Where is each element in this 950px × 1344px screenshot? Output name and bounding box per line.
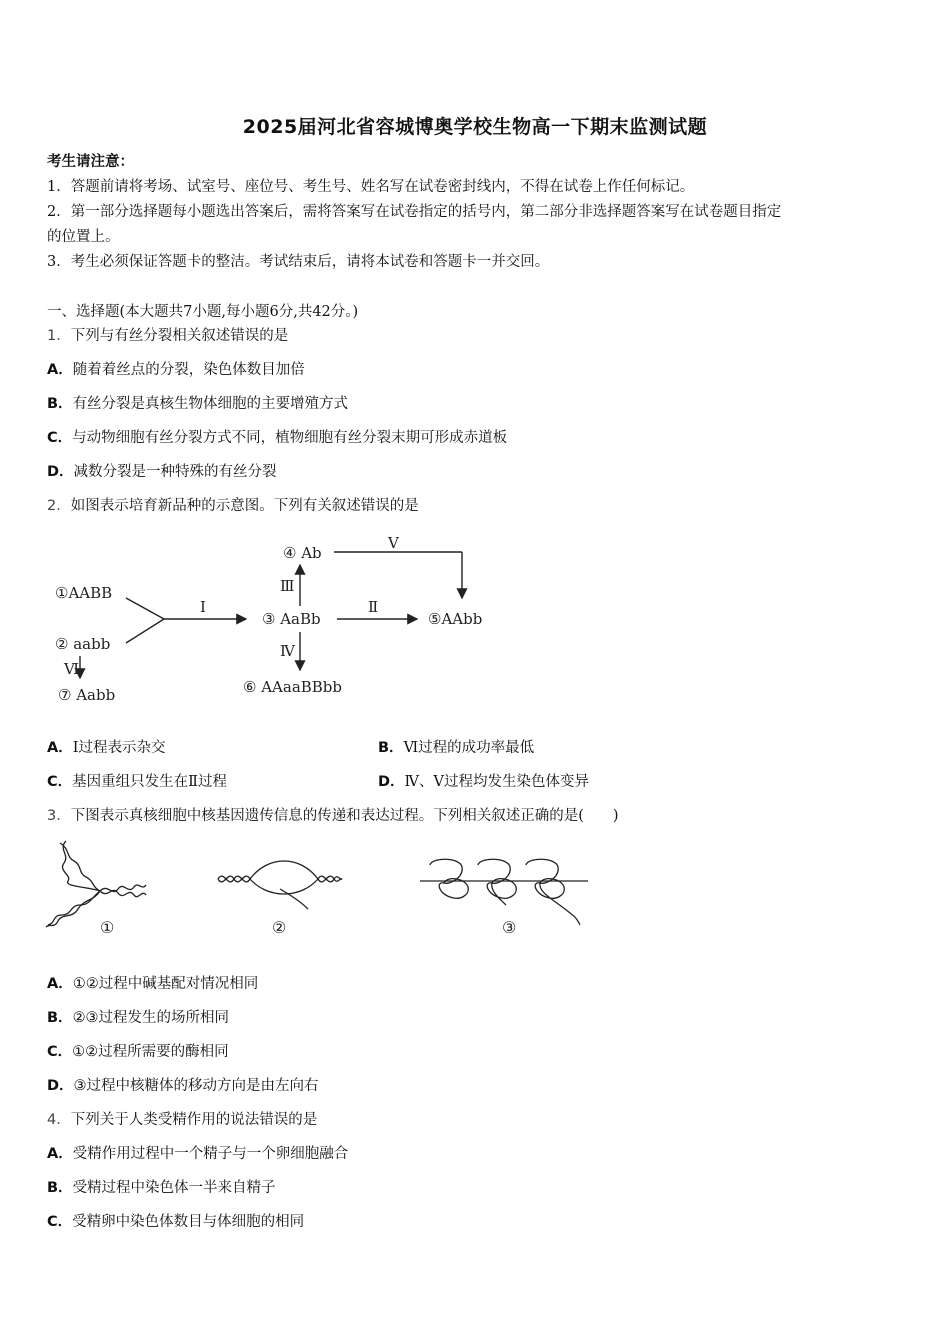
breeding-diagram [0,530,520,715]
process-3: Ⅲ [280,577,295,595]
question-number: 4． [47,1112,71,1128]
question-4 [47,1110,317,1130]
option-text: 随着着丝点的分裂，染色体数目加倍 [72,362,305,378]
translation-figure [420,859,588,925]
q3-option-d[interactable] [47,1076,319,1096]
option-text: 受精卵中染色体数目与体细胞的相同 [72,1214,305,1230]
node-1: ①AABB [55,584,113,602]
notice-heading: 考生请注意： [47,153,134,170]
q2-option-c[interactable] [47,772,227,792]
process-5: Ⅴ [388,534,399,552]
option-label: D． [378,774,405,790]
option-label: C． [47,774,73,790]
node-7: ⑦ Aabb [58,686,116,704]
option-text: 有丝分裂是真核生物体细胞的主要增殖方式 [72,396,349,412]
process-6: Ⅵ [64,660,80,678]
q4-option-a[interactable] [47,1144,348,1164]
question-stem: 下列关于人类受精作用的说法错误的是 [70,1112,318,1128]
notice-item-2-cont: 的位置上。 [47,229,120,245]
q3-option-b[interactable] [47,1008,229,1028]
question-stem: 下图表示真核细胞中核基因遗传信息的传递和表达过程。下列相关叙述正确的是( ) [70,808,619,824]
notice-item-1: 1．答题前请将考场、试室号、座位号、考生号、姓名写在试卷密封线内，不得在试卷上作任何标记。 [47,179,695,195]
question-number: 3． [47,808,71,824]
q2-option-d[interactable] [378,772,589,792]
option-label: B． [47,396,73,412]
option-label: B． [47,1180,73,1196]
q1-option-b[interactable] [47,394,348,414]
option-text: Ⅳ、Ⅴ过程均发生染色体变异 [404,774,590,790]
question-1 [47,326,288,346]
question-3 [47,806,619,826]
process-2: Ⅱ [368,598,379,616]
option-text: ③过程中核糖体的移动方向是由左向右 [73,1078,319,1094]
question-number: 2． [47,498,71,514]
option-text: ①②过程所需要的酶相同 [72,1044,229,1060]
option-text: 与动物细胞有丝分裂方式不同，植物细胞有丝分裂末期可形成赤道板 [72,430,508,446]
option-label: C． [47,1214,73,1230]
option-text: 受精过程中染色体一半来自精子 [72,1180,276,1196]
option-label: B． [47,1010,73,1026]
option-label: A． [47,976,73,992]
option-label: A． [47,362,73,378]
replication-figure [46,841,146,927]
option-label: D． [47,1078,74,1094]
q1-option-d[interactable] [47,462,277,482]
node-3: ③ AaBb [262,610,321,628]
q1-option-c[interactable] [47,428,507,448]
question-2 [47,496,419,516]
option-text: Ⅰ过程表示杂交 [72,740,166,756]
question-stem: 下列与有丝分裂相关叙述错误的是 [70,328,289,344]
q4-option-b[interactable] [47,1178,276,1198]
option-label: C． [47,430,73,446]
node-5: ⑤AAbb [428,610,483,628]
q1-option-a[interactable] [47,360,305,380]
option-text: 基因重组只发生在Ⅱ过程 [72,774,228,790]
gene-expression-figure [0,835,620,945]
process-4: Ⅳ [280,642,295,660]
option-text: 受精作用过程中一个精子与一个卵细胞融合 [72,1146,349,1162]
notice-item-2: 2．第一部分选择题每小题选出答案后，需将答案写在试卷指定的括号内，第二部分非选择题答案写在试卷题目指定 [47,204,782,220]
q3-option-c[interactable] [47,1042,229,1062]
process-1: Ⅰ [200,598,206,616]
option-text: 减数分裂是一种特殊的有丝分裂 [73,464,277,480]
transcription-figure [218,861,342,909]
q2-option-a[interactable] [47,738,165,758]
figure-label-3: ③ [502,918,517,937]
option-label: B． [378,740,404,756]
q4-option-c[interactable] [47,1212,304,1232]
figure-label-1: ① [100,918,115,937]
figure-label-2: ② [272,918,287,937]
option-text: Ⅵ过程的成功率最低 [403,740,535,756]
option-label: A． [47,740,73,756]
option-label: C． [47,1044,73,1060]
page-title: 2025届河北省容城博奥学校生物高一下期末监测试题 [242,116,708,138]
node-2: ② aabb [55,635,111,653]
option-text: ①②过程中碱基配对情况相同 [72,976,259,992]
question-number: 1． [47,328,71,344]
q3-option-a[interactable] [47,974,258,994]
notice-item-3: 3．考生必须保证答题卡的整洁。考试结束后，请将本试卷和答题卡一并交回。 [47,254,550,270]
option-label: D． [47,464,74,480]
node-6: ⑥ AAaaBBbb [243,678,343,696]
q2-option-b[interactable] [378,738,534,758]
section-heading: 一、选择题(本大题共7小题,每小题6分,共42分。) [47,304,359,320]
option-label: A． [47,1146,73,1162]
question-stem: 如图表示培育新品种的示意图。下列有关叙述错误的是 [70,498,419,514]
option-text: ②③过程发生的场所相同 [72,1010,230,1026]
node-4: ④ Ab [283,544,322,562]
